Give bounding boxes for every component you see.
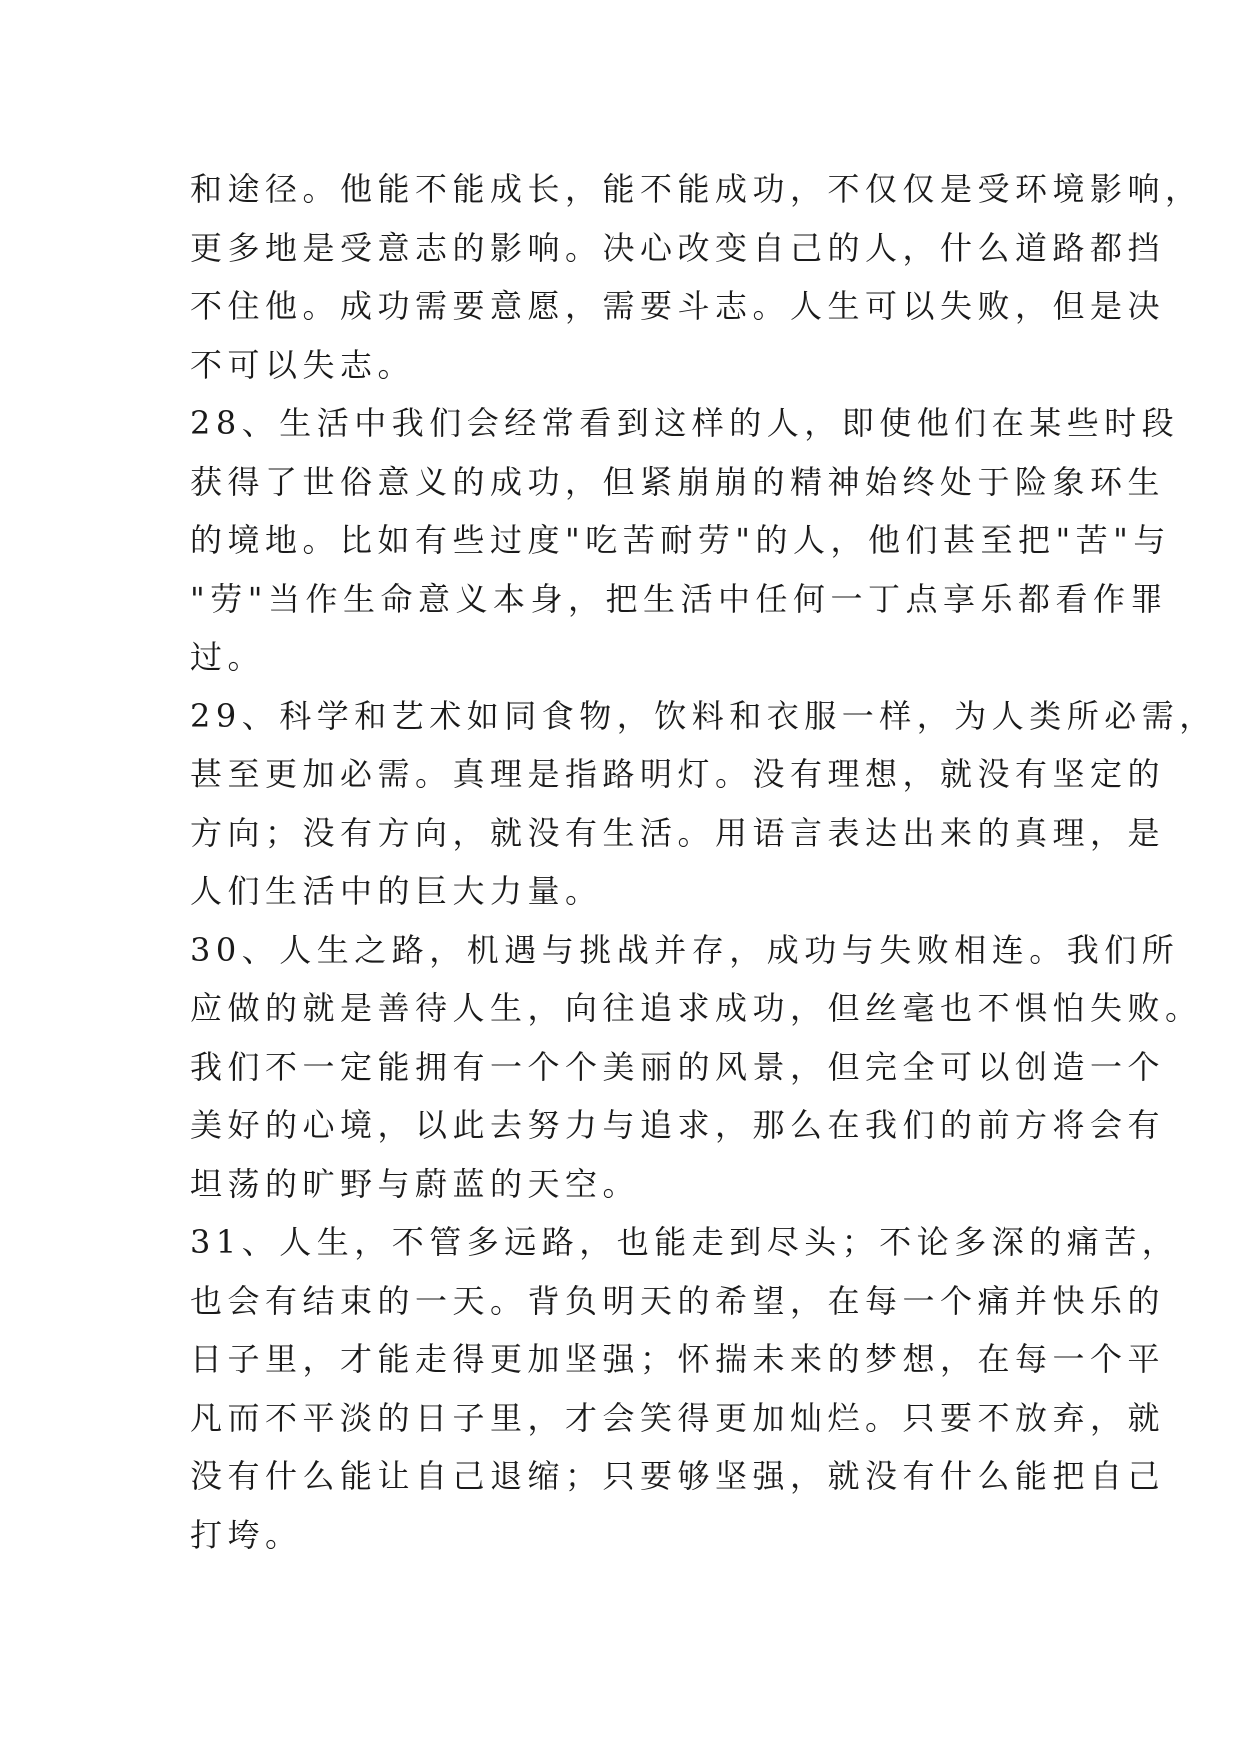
- text-line: 日子里，才能走得更加坚强；怀揣未来的梦想，在每一个平: [190, 1340, 1166, 1378]
- text-line: 美好的心境，以此去努力与追求，那么在我们的前方将会有: [190, 1106, 1166, 1144]
- text-line: 人们生活中的巨大力量。: [190, 872, 603, 910]
- text-line: 方向；没有方向，就没有生活。用语言表达出来的真理，是: [190, 813, 1166, 852]
- text-line: 我们不一定能拥有一个个美丽的风景，但完全可以创造一个: [190, 1047, 1166, 1086]
- text-line: 坦荡的旷野与蔚蓝的天空。: [190, 1164, 641, 1203]
- text-line: 也会有结束的一天。背负明天的希望，在每一个痛并快乐的: [190, 1281, 1166, 1320]
- text-line: 31、人生，不管多远路，也能走到尽头；不论多深的痛苦，: [190, 1223, 1180, 1261]
- text-line: 凡而不平淡的日子里，才会笑得更加灿烂。只要不放弃，就: [190, 1398, 1166, 1437]
- text-line: 的境地。比如有些过度"吃苦耐劳"的人，他们甚至把"苦"与: [190, 521, 1171, 559]
- text-line: 不可以失志。: [190, 345, 416, 384]
- text-line: 没有什么能让自己退缩；只要够坚强，就没有什么能把自己: [190, 1457, 1166, 1495]
- text-line: "劳"当作生命意义本身，把生活中任何一丁点享乐都看作罪: [190, 579, 1168, 618]
- text-line: 29、科学和艺术如同食物，饮料和衣服一样，为人类所必需，: [190, 696, 1217, 735]
- text-line: 不住他。成功需要意愿，需要斗志。人生可以失败，但是决: [190, 287, 1166, 325]
- text-line: 应做的就是善待人生，向往追求成功，但丝毫也不惧怕失败。: [190, 989, 1203, 1027]
- text-line: 打垮。: [190, 1515, 303, 1554]
- text-line: 30、人生之路，机遇与挑战并存，成功与失败相连。我们所: [190, 930, 1180, 969]
- text-line: 和途径。他能不能成长，能不能成功，不仅仅是受环境影响，: [190, 170, 1203, 208]
- text-line: 甚至更加必需。真理是指路明灯。没有理想，就没有坚定的: [190, 755, 1166, 793]
- text-line: 过。: [190, 638, 266, 676]
- text-line: 28、生活中我们会经常看到这样的人，即使他们在某些时段: [190, 404, 1180, 442]
- document-body: [190, 160, 1217, 1564]
- text-line: 获得了世俗意义的成功，但紧崩崩的精神始终处于险象环生: [190, 462, 1166, 501]
- text-line: 更多地是受意志的影响。决心改变自己的人，什么道路都挡: [190, 228, 1166, 267]
